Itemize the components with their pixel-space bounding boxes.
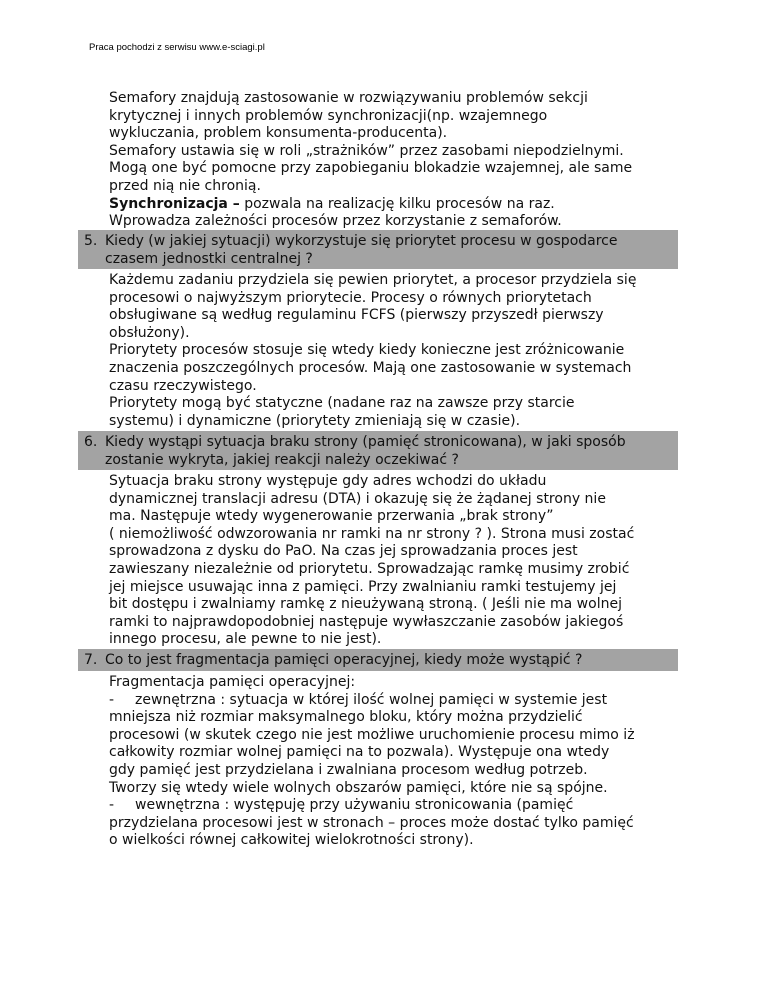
bullet-dash-2: - [109,797,115,814]
question-6-number: 6. [84,434,98,450]
answer-7-bullet-external: zewnętrzna : sytuacja w której ilość wolnej pamięci w systemie jest mniejsza niż rozmiar maksymalnego bloku, który można przydzielić procesowi (w skutek czego nie jest możliwe uruchomienie procesu mimo iż całkowity rozmiar wolnej pamięci na to pozwala). Występuje ona wtedy gdy pamięć jest przydzielana i zwalniana procesom według potrzeb. Tworzy się wtedy wiele wolnych obszarów pamięci, które nie są spójne. [109,691,635,796]
intro-semafory-paragraph [109,90,689,231]
question-6-heading [78,431,678,470]
answer-6: Sytuacja braku strony występuje gdy adres wchodzi do układu dynamicznej translacji adresu (DTA) i okazuję się że żądanej strony nie ma. Następuje wtedy wygenerowanie przerwania „brak strony” ( niemożliwość odwzorowania nr ramki na nr strony ? ). Strona musi zostać sprowadzona z dysku do PaO. Na czas jej sprowadzania proces jest zawieszany niezależnie od priorytetu. Sprowadzając ramkę musimy zrobić jej miejsce usuwając inna z pamięci. Przy zwalnianiu ramki testujemy jej bit dostępu i zwalniamy ramkę z nieużywaną stroną. ( Jeśli nie ma wolnej ramki to najprawdopodobniej następuje wywłaszczanie zasobów jakiegoś innego procesu, ale pewne to nie jest). [109,473,635,648]
bullet-dash-1: - [109,691,115,708]
answer-7-bullet-internal: wewnętrzna : występuję przy używaniu stronicowania (pamięć przydzielana procesowi jest w stronach – proces może dostać tylko pamięć o wielkości równej całkowitej wielokrotności strony). [109,797,634,849]
question-5-text: Kiedy (w jakiej sytuacji) wykorzystuje się priorytet procesu w gospodarce czasem jednostki centralnej ? [105,233,618,267]
intro-text: Semafory znajdują zastosowanie w rozwiązywaniu problemów sekcji krytycznej i innych problemów synchronizacji(np. wzajemnego wykluczania, problem konsumenta-producenta). Semafory ustawia się w roli „strażników” przez zasobami niepodzielnymi. Mogą one być pomocne przy zapobieganiu blokadzie wzajemnej, ale same przed nią nie chronią. [109,90,633,194]
answer-7 [109,674,689,850]
answer-5: Każdemu zadaniu przydziela się pewien priorytet, a procesor przydziela się procesowi o najwyższym priorytecie. Procesy o równych priorytetach obsługiwane są według regulaminu FCFS (pierwszy przyszedł pierwszy obsłużony). Priorytety procesów stosuje się wtedy kiedy konieczne jest zróżnicowanie znaczenia poszczególnych procesów. Mają one zastosowanie w systemach czasu rzeczywistego. Priorytety mogą być statyczne (nadane raz na zawsze przy starcie systemu) i dynamiczne (priorytety zmieniają się w czasie). [109,272,637,429]
question-5-number: 5. [84,233,98,249]
question-7-text: Co to jest fragmentacja pamięci operacyjnej, kiedy może wystąpić ? [105,652,583,668]
question-6-text: Kiedy wystąpi sytuacja braku strony (pamięć stronicowana), w jaki sposób zostanie wykryta, jakiej reakcji należy oczekiwać ? [105,434,626,468]
answer-7-intro: Fragmentacja pamięci operacyjnej: [109,674,356,690]
question-5-heading [78,230,678,269]
sync-term: Synchronizacja – [109,195,240,212]
sync-definition: pozwala na realizację kilku procesów na raz. Wprowadza zależności procesów przez korzystanie z semaforów. [109,195,562,230]
question-7-heading [78,649,678,671]
page-header-source: Praca pochodzi z serwisu www.e-sciagi.pl [89,42,265,53]
question-7-number: 7. [84,652,98,668]
